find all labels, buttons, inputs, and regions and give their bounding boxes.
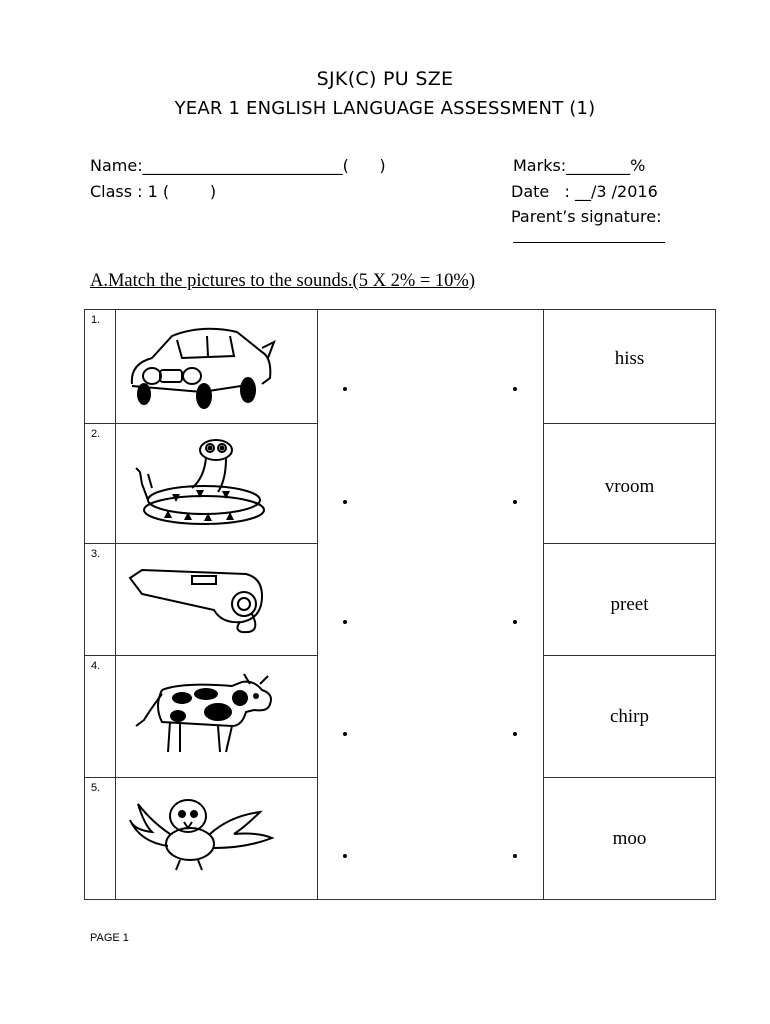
row-number: 3. xyxy=(85,544,116,656)
sound-word xyxy=(544,310,716,424)
sound-word-text: preet xyxy=(610,594,649,615)
table-row xyxy=(85,310,716,424)
picture-cell xyxy=(116,424,318,544)
class-field: Class : 1 ( ) xyxy=(90,182,217,201)
sound-word-text: moo xyxy=(612,828,647,849)
school-name: SJK(C) PU SZE xyxy=(316,68,454,90)
match-dot xyxy=(343,854,347,858)
picture-cell xyxy=(116,778,318,900)
match-dot xyxy=(343,732,347,736)
sound-word xyxy=(544,778,716,900)
name-field: Name:_________________________( ) xyxy=(90,156,386,175)
sound-word xyxy=(544,424,716,544)
match-dot xyxy=(513,854,517,858)
bird-picture xyxy=(122,782,282,882)
row-number: 2. xyxy=(85,424,116,544)
marks-field: Marks:________% xyxy=(513,156,646,175)
date-field: Date : __/3 /2016 xyxy=(511,182,658,201)
match-dot xyxy=(343,500,347,504)
page-number: PAGE 1 xyxy=(90,932,129,944)
sound-word-text: vroom xyxy=(604,476,655,497)
match-dot xyxy=(513,732,517,736)
row-number: 1. xyxy=(85,310,116,424)
match-dot xyxy=(513,387,517,391)
sound-word-text: hiss xyxy=(614,348,645,369)
section-heading: A.Match the pictures to the sounds.(5 X 2% = 10%) xyxy=(90,271,475,291)
row-number: 5. xyxy=(85,778,116,900)
match-dot xyxy=(513,500,517,504)
sound-word-text: chirp xyxy=(609,706,650,727)
whistle-picture xyxy=(122,548,282,644)
sound-word xyxy=(544,656,716,778)
parent-signature-label: Parent’s signature: xyxy=(511,207,662,226)
cow-picture xyxy=(122,660,292,760)
matching-table xyxy=(84,309,716,900)
matching-area xyxy=(318,310,544,900)
assessment-title: YEAR 1 ENGLISH LANGUAGE ASSESSMENT (1) xyxy=(174,98,596,119)
row-number: 4. xyxy=(85,656,116,778)
sound-word xyxy=(544,544,716,656)
snake-picture xyxy=(122,428,282,528)
picture-cell xyxy=(116,310,318,424)
picture-cell xyxy=(116,544,318,656)
match-dot xyxy=(513,620,517,624)
picture-cell xyxy=(116,656,318,778)
match-dot xyxy=(343,387,347,391)
signature-line xyxy=(513,242,665,243)
car-picture xyxy=(122,314,282,410)
match-dot xyxy=(343,620,347,624)
